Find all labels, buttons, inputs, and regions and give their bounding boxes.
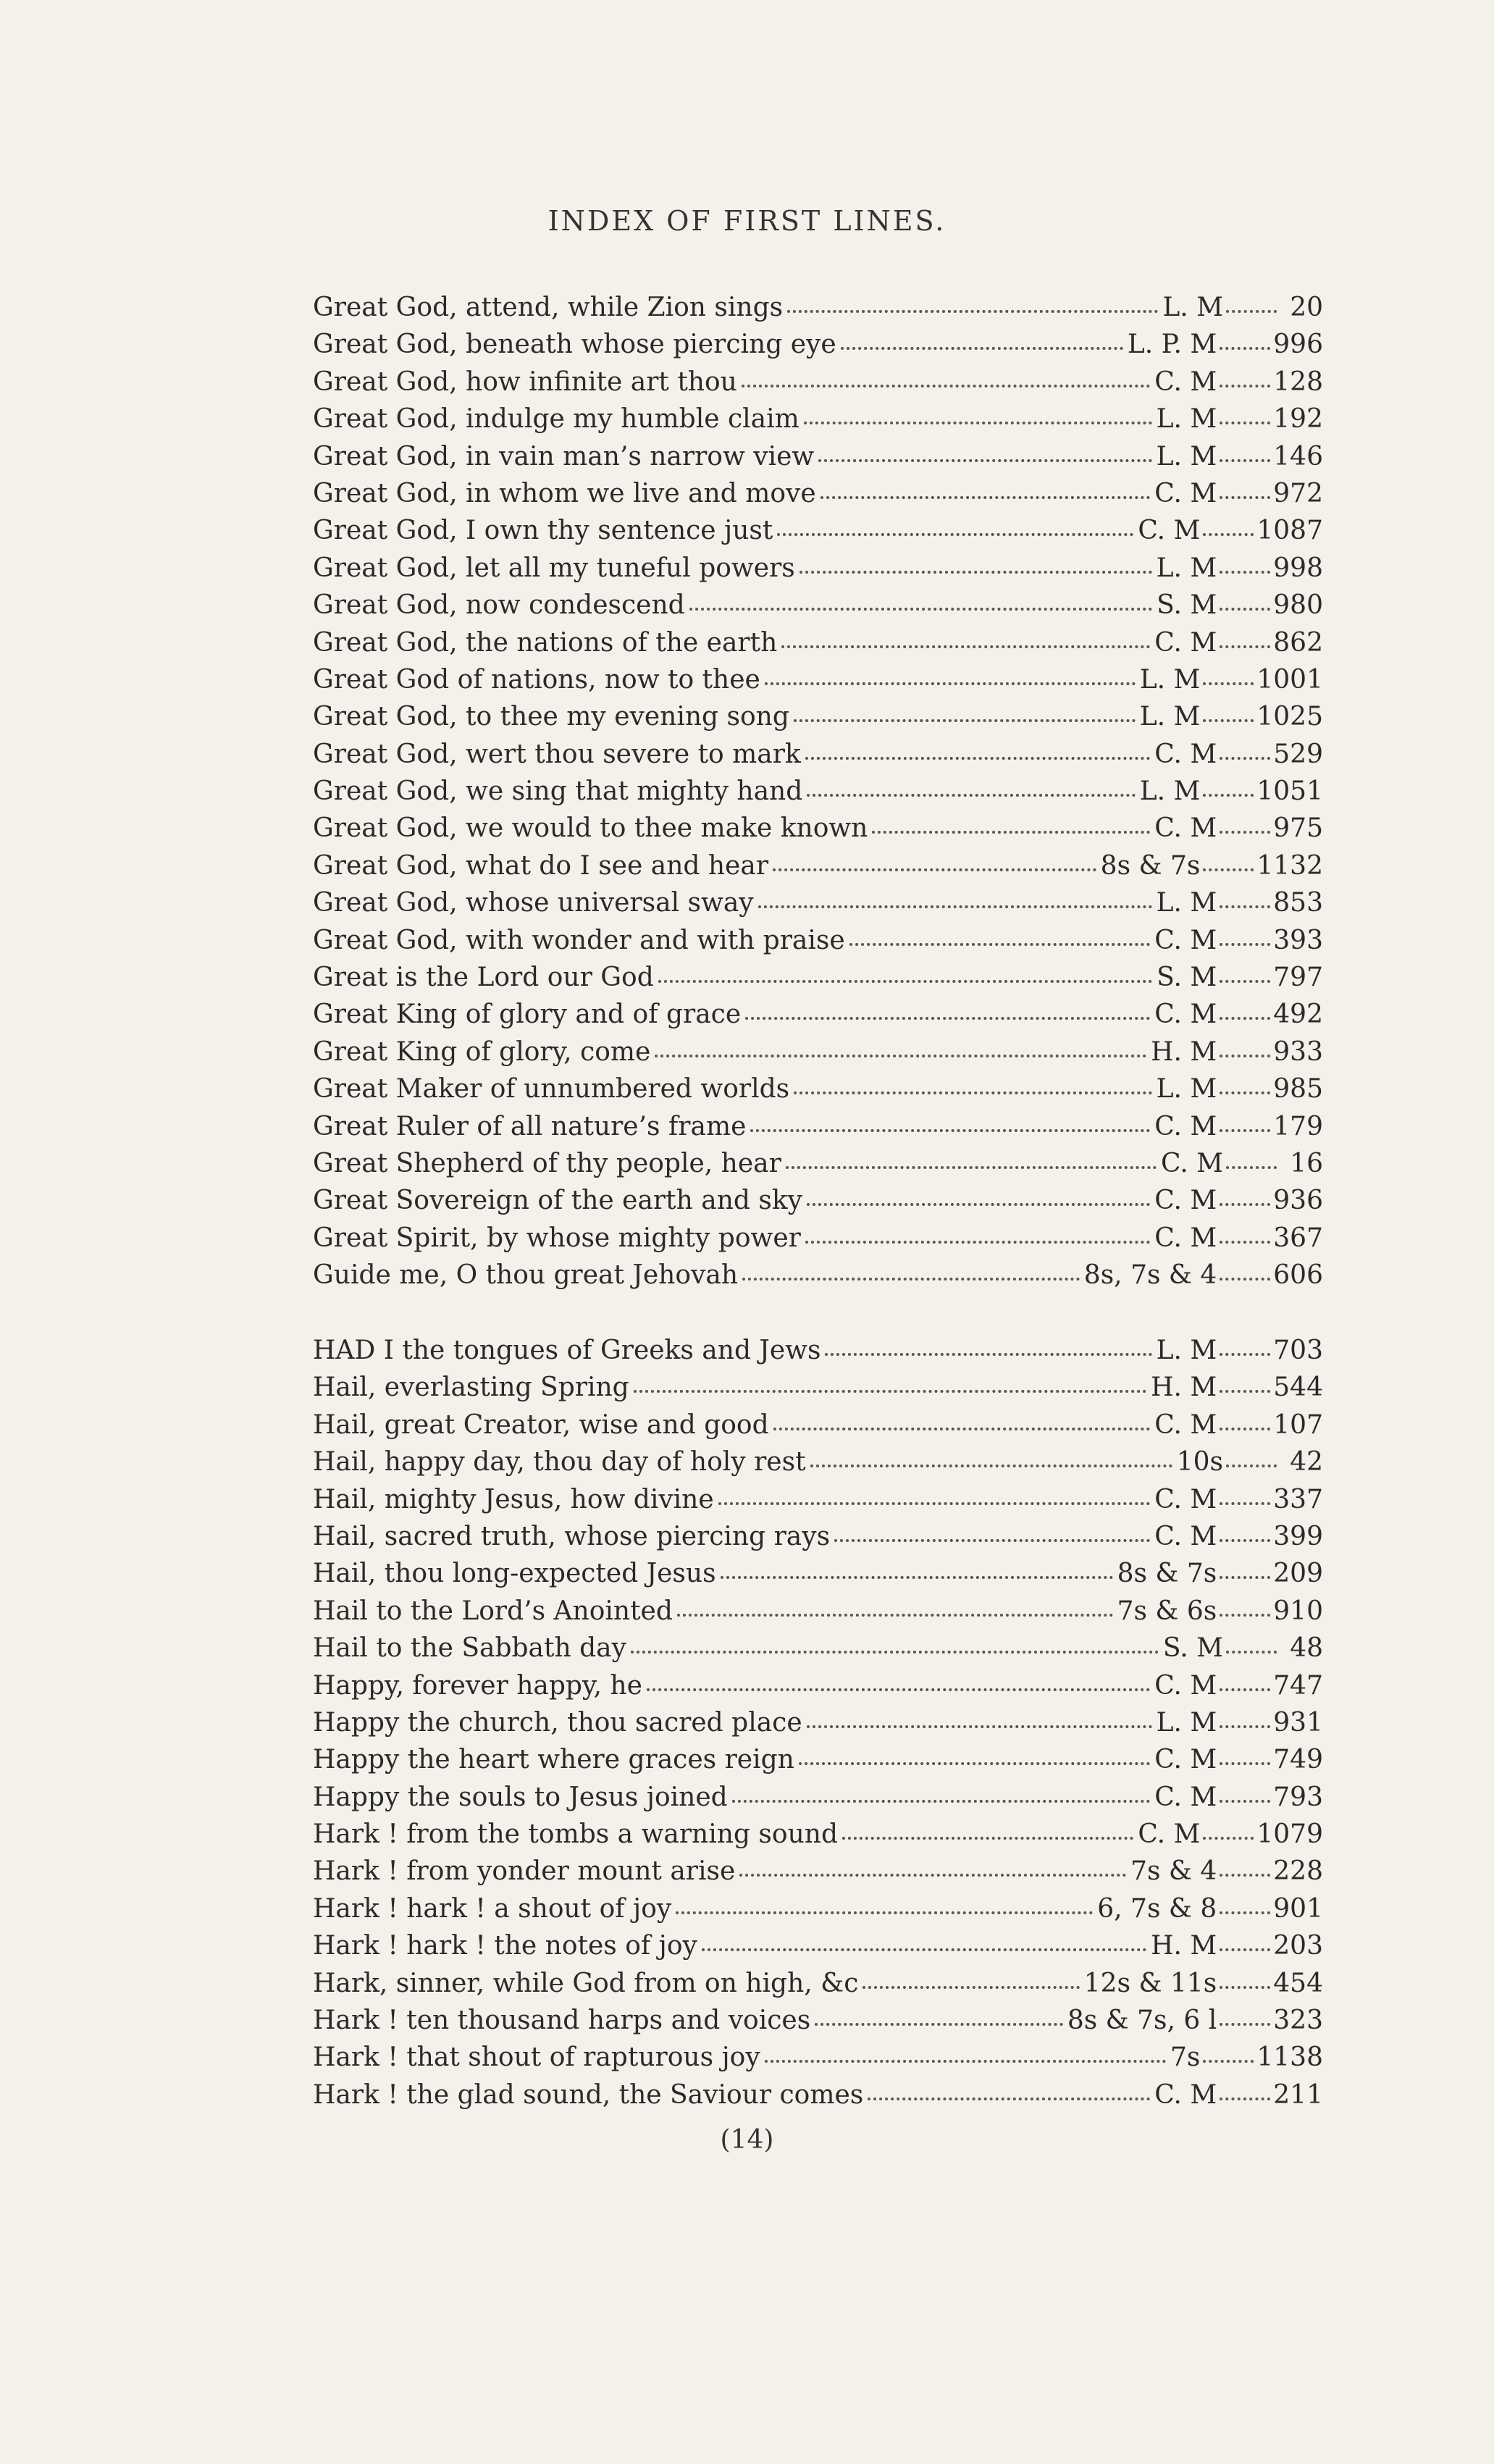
dot-leader <box>773 868 1096 871</box>
hymn-number: 399 <box>1273 1521 1323 1551</box>
index-entry <box>313 1223 1323 1260</box>
dot-leader <box>658 980 1152 983</box>
hymn-number: 211 <box>1273 2079 1323 2110</box>
dot-leader <box>872 831 1150 834</box>
dot-leader <box>631 1651 1159 1654</box>
first-line-text: Happy, forever happy, he <box>313 1670 642 1701</box>
dot-leader <box>810 1464 1172 1467</box>
dot-leader <box>773 1428 1151 1430</box>
hymn-number: 192 <box>1273 404 1323 435</box>
first-line-text: HAD I the tongues of Greeks and Jews <box>313 1336 821 1365</box>
meter-text: L. M <box>1139 776 1201 807</box>
hymn-number: 793 <box>1273 1782 1323 1812</box>
meter-text: C. M <box>1154 739 1217 769</box>
dot-leader <box>1220 1986 1270 1989</box>
index-entry <box>313 963 1323 1000</box>
first-line-text: Great God, what do I see and hear <box>313 850 769 881</box>
first-line-text: Great God, how infinite art thou <box>313 366 737 397</box>
dot-leader <box>1220 1502 1270 1505</box>
dot-leader <box>1220 1539 1270 1542</box>
dot-leader <box>721 1576 1113 1579</box>
dot-leader <box>677 1614 1113 1617</box>
meter-text: C. M <box>1154 1782 1217 1812</box>
first-line-text: Great God of nations, now to thee <box>313 664 760 695</box>
meter-text: 8s & 7s <box>1100 850 1201 881</box>
dot-leader <box>807 1203 1150 1206</box>
hymn-number: 747 <box>1273 1670 1323 1701</box>
dot-leader <box>1203 794 1254 797</box>
first-line-text: Hark ! hark ! the notes of joy <box>313 1931 697 1961</box>
hymn-number: 323 <box>1273 2006 1323 2036</box>
index-entry <box>313 442 1323 479</box>
index-entry <box>313 1522 1323 1559</box>
dot-leader <box>750 1129 1150 1132</box>
dot-leader <box>1220 1055 1270 1057</box>
meter-text: H. M <box>1151 1373 1217 1403</box>
first-line-text: Hail to the Lord’s Anointed <box>313 1596 673 1626</box>
dot-leader <box>1220 1390 1270 1393</box>
index-entry <box>313 1410 1323 1447</box>
first-line-text: Happy the souls to Jesus joined <box>313 1782 728 1812</box>
meter-text: H. M <box>1151 1931 1217 1961</box>
hymn-number: 42 <box>1290 1447 1323 1478</box>
first-line-text: Great God, to thee my evening song <box>313 702 789 732</box>
dot-leader <box>1220 1203 1270 1206</box>
hymn-number: 544 <box>1273 1373 1323 1403</box>
first-line-text: Great God, we sing that mighty hand <box>313 776 803 807</box>
first-line-text: Hail, great Creator, wise and good <box>313 1409 769 1440</box>
meter-text: S. M <box>1162 1633 1223 1664</box>
index-entry <box>313 1708 1323 1745</box>
index-entry <box>313 739 1323 776</box>
index-entry <box>313 1894 1323 1931</box>
first-line-text: Hark ! that shout of rapturous joy <box>313 2042 760 2073</box>
dot-leader <box>718 1502 1151 1505</box>
dot-leader <box>1203 1837 1254 1840</box>
dot-leader <box>1220 757 1270 760</box>
dot-leader <box>1220 2098 1270 2100</box>
index-section-g <box>313 293 1323 1298</box>
first-line-text: Hark ! the glad sound, the Saviour comes <box>313 2079 864 2110</box>
hymn-number: 703 <box>1273 1336 1323 1365</box>
index-entry <box>313 1074 1323 1111</box>
hymn-number: 606 <box>1273 1260 1323 1291</box>
first-line-text: Hark ! hark ! a shout of joy <box>313 1893 672 1924</box>
dot-leader <box>1220 571 1270 574</box>
dot-leader <box>1226 1651 1277 1654</box>
hymn-number: 853 <box>1273 888 1323 918</box>
first-line-text: Hail, sacred truth, whose piercing rays <box>313 1521 831 1551</box>
meter-text: 6, 7s & 8 <box>1097 1893 1217 1924</box>
index-entry <box>313 1596 1323 1633</box>
meter-text: L. P. M <box>1127 330 1217 360</box>
dot-leader <box>807 794 1135 797</box>
dot-leader <box>1220 1428 1270 1430</box>
hymn-number: 1079 <box>1256 1819 1323 1850</box>
dot-leader <box>739 1874 1126 1877</box>
index-entry <box>313 1633 1323 1670</box>
dot-leader <box>787 310 1158 313</box>
hymn-number: 454 <box>1273 1968 1323 1998</box>
dot-leader <box>758 905 1152 908</box>
first-line-text: Great God, with wonder and with praise <box>313 925 845 955</box>
index-entry <box>313 1447 1323 1484</box>
hymn-number: 1001 <box>1256 664 1323 695</box>
dot-leader <box>1220 422 1270 424</box>
meter-text: C. M <box>1154 1521 1217 1551</box>
first-line-text: Happy the heart where graces reign <box>313 1745 794 1775</box>
meter-text: 7s <box>1170 2042 1201 2073</box>
index-entry <box>313 702 1323 739</box>
dot-leader <box>1220 1241 1270 1244</box>
meter-text: C. M <box>1138 1819 1201 1850</box>
meter-text: C. M <box>1154 2079 1217 2110</box>
hymn-number: 393 <box>1273 925 1323 955</box>
index-entry <box>313 1671 1323 1708</box>
dot-leader <box>742 1278 1080 1281</box>
dot-leader <box>834 1539 1150 1542</box>
first-line-text: Guide me, O thou great Jehovah <box>313 1260 739 1291</box>
meter-text: L. M <box>1156 404 1217 435</box>
index-entry <box>313 553 1323 590</box>
index-entry <box>313 404 1323 441</box>
index-entry <box>313 926 1323 963</box>
index-entry <box>313 1485 1323 1522</box>
dot-leader <box>1220 980 1270 983</box>
first-line-text: Great Ruler of all nature’s frame <box>313 1111 747 1141</box>
hymn-number: 146 <box>1273 441 1323 472</box>
dot-leader <box>1220 1017 1270 1020</box>
dot-leader <box>849 943 1151 946</box>
dot-leader <box>799 1762 1150 1765</box>
hymn-number: 228 <box>1273 1856 1323 1887</box>
index-entry <box>313 1336 1323 1373</box>
first-line-text: Great King of glory, come <box>313 1036 651 1067</box>
index-entry <box>313 665 1323 702</box>
dot-leader <box>1220 1576 1270 1579</box>
first-line-text: Great God, indulge my humble claim <box>313 404 800 435</box>
index-entry <box>313 1037 1323 1074</box>
first-line-text: Hail, thou long-expected Jesus <box>313 1559 716 1589</box>
meter-text: 7s & 6s <box>1117 1596 1217 1626</box>
dot-leader <box>1220 385 1270 387</box>
dot-leader <box>841 347 1123 350</box>
dot-leader <box>781 645 1150 648</box>
first-line-text: Great God, wert thou severe to mark <box>313 739 801 769</box>
dot-leader <box>765 2060 1166 2063</box>
first-line-text: Great Shepherd of thy people, hear <box>313 1148 781 1178</box>
page-number: (14) <box>720 2125 774 2155</box>
hymn-number: 996 <box>1273 330 1323 360</box>
meter-text: C. M <box>1154 627 1217 658</box>
dot-leader <box>1220 943 1270 946</box>
first-line-text: Great God, attend, while Zion sings <box>313 293 784 322</box>
meter-text: L. M <box>1139 702 1201 732</box>
hymn-number: 337 <box>1273 1484 1323 1514</box>
meter-text: C. M <box>1154 1223 1217 1253</box>
hymn-number: 367 <box>1273 1223 1323 1253</box>
meter-text: L. M <box>1156 888 1217 918</box>
index-section-h <box>313 1336 1323 2117</box>
dot-leader <box>1220 347 1270 350</box>
dot-leader <box>863 1986 1079 1989</box>
dot-leader <box>1220 1353 1270 1356</box>
dot-leader <box>794 1091 1151 1094</box>
meter-text: S. M <box>1157 590 1217 621</box>
dot-leader <box>1226 1464 1277 1467</box>
index-entry <box>313 2042 1323 2079</box>
first-line-text: Hail to the Sabbath day <box>313 1633 626 1664</box>
dot-leader <box>821 496 1151 499</box>
dot-leader <box>777 533 1133 536</box>
dot-leader <box>794 719 1136 722</box>
dot-leader <box>1203 719 1254 722</box>
dot-leader <box>842 1837 1133 1840</box>
dot-leader <box>1220 496 1270 499</box>
hymn-number: 209 <box>1273 1559 1323 1589</box>
index-entry <box>313 813 1323 850</box>
dot-leader <box>1220 1800 1270 1803</box>
index-entry <box>313 1149 1323 1186</box>
dot-leader <box>732 1800 1151 1803</box>
first-line-text: Great Spirit, by whose mighty power <box>313 1223 801 1253</box>
index-entry <box>313 1260 1323 1297</box>
index-entry <box>313 1186 1323 1223</box>
dot-leader <box>1220 1762 1270 1765</box>
index-entry <box>313 2080 1323 2117</box>
dot-leader <box>702 1948 1146 1951</box>
meter-text: 10s <box>1176 1447 1223 1478</box>
meter-text: L. M <box>1156 441 1217 472</box>
hymn-number: 931 <box>1273 1707 1323 1738</box>
hymn-number: 936 <box>1273 1186 1323 1216</box>
dot-leader <box>1226 310 1277 313</box>
index-entry <box>313 2006 1323 2042</box>
dot-leader <box>655 1055 1146 1057</box>
index-entry <box>313 776 1323 813</box>
hymn-number: 1051 <box>1256 776 1323 807</box>
hymn-number: 16 <box>1290 1148 1323 1178</box>
meter-text: C. M <box>1154 1000 1217 1030</box>
meter-text: L. M <box>1156 1074 1217 1105</box>
first-line-text: Great Maker of unnumbered worlds <box>313 1074 790 1105</box>
hymn-number: 797 <box>1273 963 1323 993</box>
meter-text: C. M <box>1154 1409 1217 1440</box>
dot-leader <box>786 1166 1157 1169</box>
hymn-number: 862 <box>1273 627 1323 658</box>
hymn-number: 20 <box>1290 293 1323 322</box>
first-line-text: Great God, I own thy sentence just <box>313 516 773 546</box>
dot-leader <box>1220 1725 1270 1728</box>
first-line-text: Great God, beneath whose piercing eye <box>313 330 836 360</box>
dot-leader <box>1220 1129 1270 1132</box>
index-entry <box>313 1000 1323 1036</box>
dot-leader <box>1220 1911 1270 1914</box>
index-entry <box>313 479 1323 516</box>
dot-leader <box>805 757 1150 760</box>
dot-leader <box>1220 459 1270 462</box>
meter-text: 8s & 7s <box>1117 1559 1217 1589</box>
hymn-number: 492 <box>1273 1000 1323 1030</box>
meter-text: 7s & 4 <box>1130 1856 1217 1887</box>
first-line-text: Great God, let all my tuneful powers <box>313 553 795 583</box>
index-entry <box>313 293 1323 330</box>
dot-leader <box>1220 1874 1270 1877</box>
index-entry <box>313 1819 1323 1856</box>
hymn-number: 975 <box>1273 813 1323 844</box>
hymn-number: 203 <box>1273 1931 1323 1961</box>
meter-text: C. M <box>1154 1186 1217 1216</box>
dot-leader <box>825 1353 1151 1356</box>
meter-text: 12s & 11s <box>1083 1968 1217 1998</box>
hymn-number: 1025 <box>1256 702 1323 732</box>
dot-leader <box>807 1725 1152 1728</box>
dot-leader <box>1220 2023 1270 2026</box>
meter-text: C. M <box>1154 366 1217 397</box>
first-line-text: Great God, whose universal sway <box>313 888 754 918</box>
dot-leader <box>1220 645 1270 648</box>
hymn-number: 107 <box>1273 1409 1323 1440</box>
index-entry <box>313 1931 1323 1968</box>
index-entry <box>313 590 1323 627</box>
hymn-number: 985 <box>1273 1074 1323 1105</box>
hymn-number: 48 <box>1290 1633 1323 1664</box>
meter-text: C. M <box>1154 1484 1217 1514</box>
hymn-number: 901 <box>1273 1893 1323 1924</box>
hymn-number: 972 <box>1273 478 1323 508</box>
hymn-number: 980 <box>1273 590 1323 621</box>
dot-leader <box>1220 608 1270 611</box>
first-line-text: Hark ! from yonder mount arise <box>313 1856 736 1887</box>
index-entry <box>313 330 1323 366</box>
dot-leader <box>1220 905 1270 908</box>
meter-text: C. M <box>1138 516 1201 546</box>
first-line-text: Great Sovereign of the earth and sky <box>313 1186 803 1216</box>
dot-leader <box>800 571 1152 574</box>
meter-text: C. M <box>1154 1745 1217 1775</box>
dot-leader <box>742 385 1150 387</box>
first-line-text: Great King of glory and of grace <box>313 1000 742 1030</box>
meter-text: 8s & 7s, 6 l <box>1067 2006 1217 2036</box>
hymn-number: 529 <box>1273 739 1323 769</box>
dot-leader <box>1220 1688 1270 1691</box>
first-line-text: Hark, sinner, while God from on high, &c <box>313 1968 859 1998</box>
index-entry <box>313 851 1323 888</box>
first-line-text: Hail, mighty Jesus, how divine <box>313 1484 714 1514</box>
hymn-number: 1138 <box>1256 2042 1323 2073</box>
dot-leader <box>1220 1091 1270 1094</box>
index-entry <box>313 1559 1323 1596</box>
dot-leader <box>1203 682 1254 685</box>
index-entry <box>313 1856 1323 1893</box>
dot-leader <box>1220 831 1270 834</box>
page-title: INDEX OF FIRST LINES. <box>547 205 947 237</box>
first-line-text: Hail, happy day, thou day of holy rest <box>313 1447 806 1478</box>
first-line-text: Great God, we would to thee make known <box>313 813 868 844</box>
index-entry <box>313 1373 1323 1409</box>
index-entry <box>313 516 1323 553</box>
index-entry <box>313 1745 1323 1782</box>
meter-text: L. M <box>1156 1336 1217 1365</box>
meter-text: L. M <box>1156 1707 1217 1738</box>
hymn-number: 128 <box>1273 366 1323 397</box>
meter-text: C. M <box>1154 478 1217 508</box>
first-line-text: Great God, now condescend <box>313 590 685 621</box>
hymn-number: 1087 <box>1256 516 1323 546</box>
dot-leader <box>689 608 1152 611</box>
meter-text: L. M <box>1139 664 1201 695</box>
dot-leader <box>1220 1278 1270 1281</box>
first-line-text: Happy the church, thou sacred place <box>313 1707 802 1738</box>
dot-leader <box>1226 1166 1277 1169</box>
dot-leader <box>745 1017 1150 1020</box>
meter-text: L. M <box>1156 553 1217 583</box>
meter-text: 8s, 7s & 4 <box>1083 1260 1217 1291</box>
index-entry <box>313 1969 1323 2006</box>
index-entry <box>313 628 1323 665</box>
hymn-number: 749 <box>1273 1745 1323 1775</box>
first-line-text: Great God, the nations of the earth <box>313 627 778 658</box>
index-entry <box>313 888 1323 925</box>
dot-leader <box>765 682 1136 685</box>
hymn-number: 179 <box>1273 1111 1323 1141</box>
meter-text: C. M <box>1154 925 1217 955</box>
first-line-text: Hark ! from the tombs a warning sound <box>313 1819 838 1850</box>
meter-text: H. M <box>1151 1036 1217 1067</box>
meter-text: C. M <box>1160 1148 1223 1178</box>
first-line-text: Hail, everlasting Spring <box>313 1373 629 1403</box>
meter-text: L. M <box>1162 293 1223 322</box>
first-line-text: Great is the Lord our God <box>313 963 654 993</box>
first-line-text: Hark ! ten thousand harps and voices <box>313 2006 811 2036</box>
meter-text: C. M <box>1154 1111 1217 1141</box>
index-entry <box>313 1112 1323 1149</box>
first-line-text: Great God, in vain man’s narrow view <box>313 441 815 472</box>
dot-leader <box>805 1241 1150 1244</box>
dot-leader <box>804 422 1152 424</box>
hymn-number: 1132 <box>1256 850 1323 881</box>
dot-leader <box>647 1688 1150 1691</box>
hymn-number: 933 <box>1273 1036 1323 1067</box>
dot-leader <box>815 2023 1063 2026</box>
dot-leader <box>676 1911 1093 1914</box>
meter-text: C. M <box>1154 1670 1217 1701</box>
meter-text: C. M <box>1154 813 1217 844</box>
dot-leader <box>1220 1948 1270 1951</box>
dot-leader <box>1203 2060 1254 2063</box>
dot-leader <box>868 2098 1150 2100</box>
dot-leader <box>1203 868 1254 871</box>
dot-leader <box>634 1390 1146 1393</box>
meter-text: S. M <box>1157 963 1217 993</box>
hymn-number: 998 <box>1273 553 1323 583</box>
index-entry <box>313 1782 1323 1819</box>
dot-leader <box>1203 533 1254 536</box>
hymn-number: 910 <box>1273 1596 1323 1626</box>
first-line-text: Great God, in whom we live and move <box>313 478 816 508</box>
dot-leader <box>818 459 1151 462</box>
dot-leader <box>1220 1614 1270 1617</box>
index-entry <box>313 367 1323 404</box>
